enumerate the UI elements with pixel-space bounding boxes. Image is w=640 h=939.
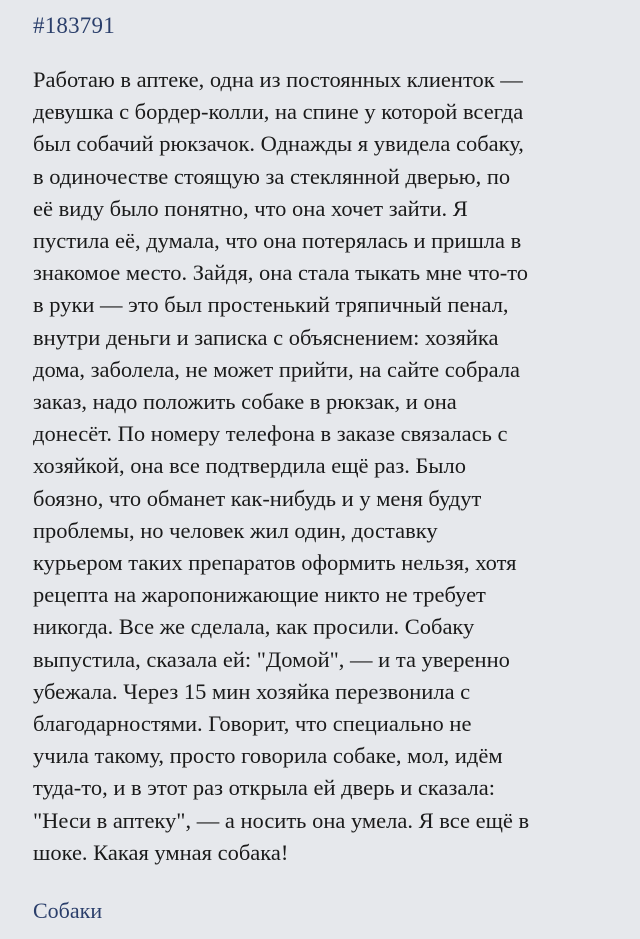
- quote-id-link[interactable]: #183791: [33, 13, 115, 38]
- quote-line: шоке. Какая умная собака!: [33, 839, 289, 865]
- quote-text: [33, 64, 613, 869]
- quote-line: выпустила, сказала ей: "Домой", — и та уверенно: [33, 646, 510, 672]
- quote-line: донесёт. По номеру телефона в заказе связалась с: [33, 421, 508, 447]
- quote-tag-link[interactable]: Собаки: [33, 898, 103, 923]
- quote-line: был собачий рюкзачок. Однажды я увидела собаку,: [33, 131, 524, 157]
- quote-line: благодарностями. Говорит, что специально не: [33, 711, 472, 737]
- quote-line: проблемы, но человек жил один, доставку: [33, 517, 438, 543]
- quote-line: "Неси в аптеку", — а носить она умела. Я все ещё в: [33, 807, 530, 833]
- quote-line: знакомое место. Зайдя, она стала тыкать мне что-то: [33, 260, 529, 286]
- quote-line: внутри деньги и записка с объяснением: хозяйка: [33, 324, 499, 350]
- quote-line: девушка с бордер-колли, на спине у которой всегда: [33, 99, 524, 125]
- quote-line: туда-то, и в этот раз открыла ей дверь и сказала:: [33, 775, 496, 801]
- quote-line: рецепта на жаропонижающие никто не требует: [33, 582, 486, 608]
- quote-line: дома, заболела, не может прийти, на сайте собрала: [33, 356, 521, 382]
- quote-line: хозяйкой, она все подтвердила ещё раз. Было: [33, 453, 467, 479]
- quote-line: в руки — это был простенький тряпичный пенал,: [33, 292, 509, 318]
- quote-line: никогда. Все же сделала, как просили. Собаку: [33, 614, 475, 640]
- quote-line: курьером таких препаратов оформить нельзя, хотя: [33, 550, 517, 576]
- quote-line: пустила её, думала, что она потерялась и пришла в: [33, 228, 522, 254]
- quote-line: учила такому, просто говорила собаке, мол, идём: [33, 743, 503, 769]
- quote-line: её виду было понятно, что она хочет зайти. Я: [33, 195, 468, 221]
- quote-line: в одиночестве стоящую за стеклянной дверью, по: [33, 163, 511, 189]
- quote-line: боязно, что обманет как-нибудь и у меня будут: [33, 485, 482, 511]
- quote-line: Работаю в аптеке, одна из постоянных клиенток —: [33, 67, 523, 92]
- quote-line: убежала. Через 15 мин хозяйка перезвонила с: [33, 678, 471, 704]
- quote-line: заказ, надо положить собаке в рюкзак, и она: [33, 389, 457, 415]
